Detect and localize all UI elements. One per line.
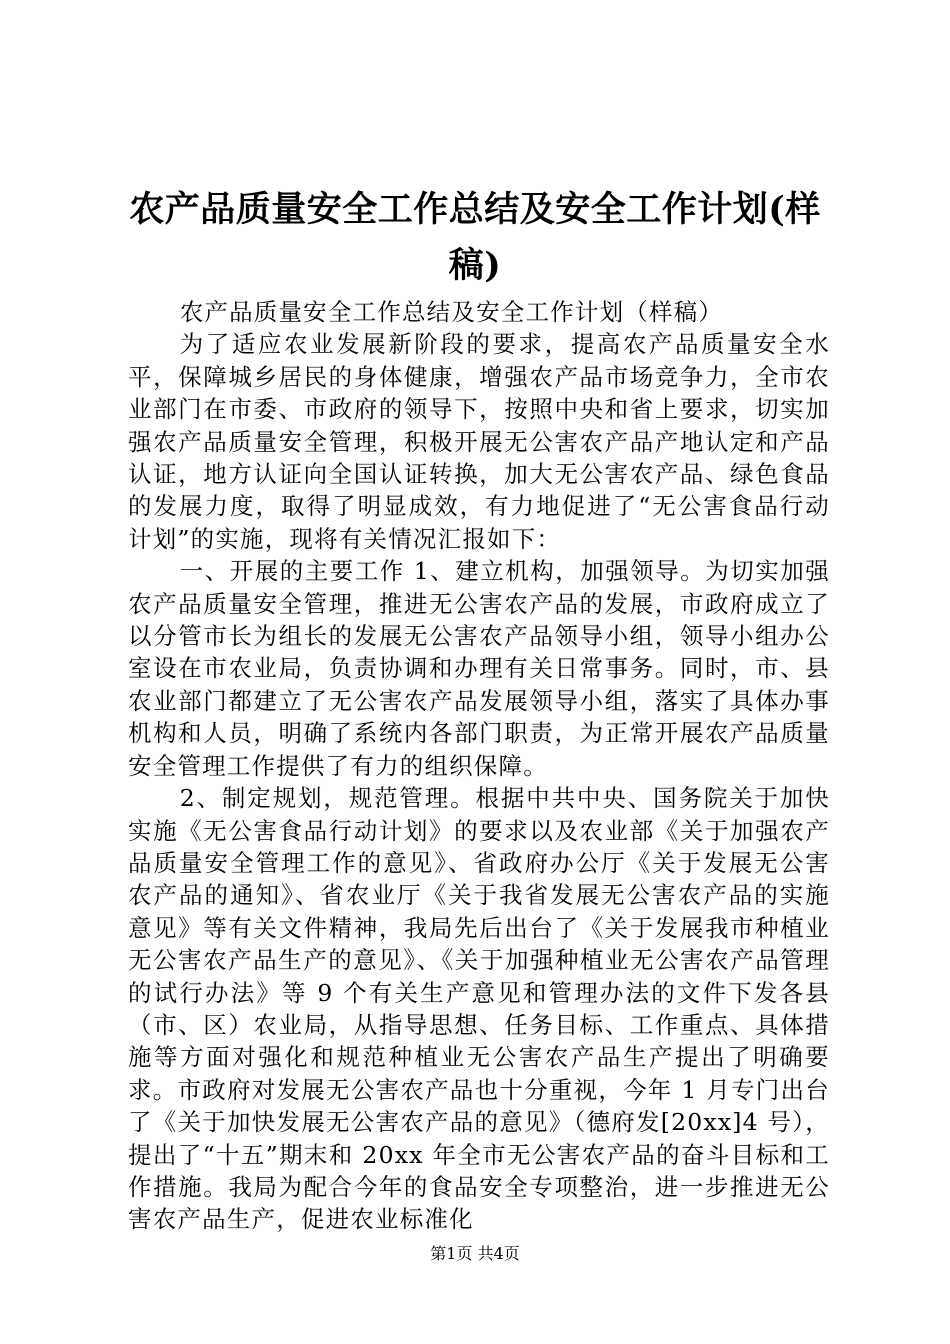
paragraph-section-2: 2、制定规划，规范管理。根据中共中央、国务院关于加快实施《无公害食品行动计划》的要求以及农业部《关于加强农产品质量安全管理工作的意见》、省政府办公厅《关于发展无公害农产品的通知》、省农业厅《关于我省发展无公害农产品的实施意见》等有关文件精神，我局先后出台了《关于发展我市种植业无公害农产品生产的意见》、《关于加强种植业无公害农产品管理的试行办法》等 9 个有关生产意见和管理办法的文件下发各县（市、区）农业局，从指导思想、任务目标、工作重点、具体措施等方面对强化和规范种植业无公害农产品生产提出了明确要求。市政府对发展无公害农产品也十分重视，今年 1 月专门出台了《关于加快发展无公害农产品的意见》（德府发[20xx]4 号），提出了“十五”期末和 20xx 年全市无公害农产品的奋斗目标和工作措施。我局为配合今年的食品安全专项整治，进一步推进无公害农产品生产，促进农业标准化 bbox=[128, 784, 830, 1234]
paragraph-subtitle: 农产品质量安全工作总结及安全工作计划（样稿） bbox=[179, 298, 724, 326]
paragraph-intro: 为了适应农业发展新阶段的要求，提高农产品质量安全水平，保障城乡居民的身体健康，增强农产品市场竞争力，全市农业部门在市委、市政府的领导下，按照中央和省上要求，切实加强农产品质量安全管理，积极开展无公害农产品产地认定和产品认证，地方认证向全国认证转换，加大无公害农产品、绿色食品的发展力度，取得了明显成效，有力地促进了“无公害食品行动计划”的实施，现将有关情况汇报如下： bbox=[128, 330, 830, 553]
paragraph-section-1: 一、开展的主要工作 1、建立机构，加强领导。为切实加强农产品质量安全管理，推进无公害农产品的发展，市政府成立了以分管市长为组长的发展无公害农产品领导小组，领导小组办公室设在市农业局，负责协调和办理有关日常事务。同时，市、县农业部门都建立了无公害农产品发展领导小组，落实了具体办事机构和人员，明确了系统内各部门职责，为正常开展农产品质量安全管理工作提供了有力的组织保障。 bbox=[128, 557, 830, 780]
document-body bbox=[128, 296, 830, 1236]
page-footer: 第1页 共4页 bbox=[430, 1244, 520, 1263]
document-title: 农产品质量安全工作总结及安全工作计划(样稿) bbox=[129, 189, 821, 286]
